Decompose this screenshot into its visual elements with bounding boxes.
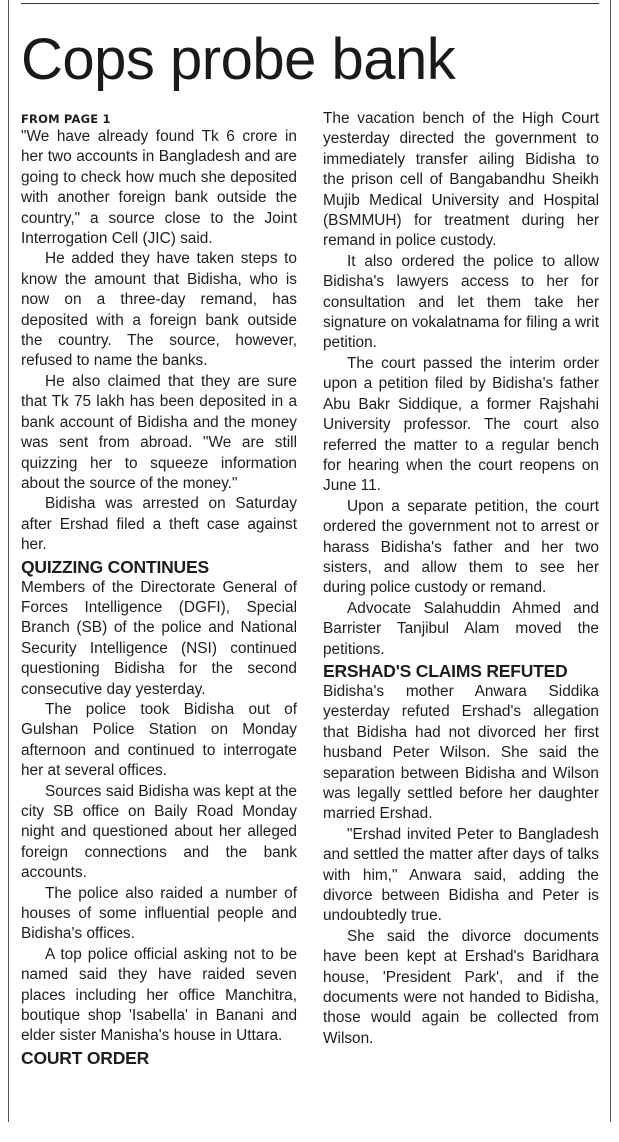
article-paragraph: "Ershad invited Peter to Bangladesh and settled the matter after days of talks with him," Anwara said, adding the divorce between Bidisha and Peter is undoubtedly true. <box>323 825 599 925</box>
article-paragraph: The police took Bidisha out of Gulshan Police Station on Monday afternoon and continued to interrogate her at several offices. <box>21 700 297 780</box>
article-paragraph: Upon a separate petition, the court ordered the government not to arrest or harass Bidisha's father and her two sisters, and allow them to see her during police custody or remand. <box>323 497 599 597</box>
article-paragraph: Bidisha was arrested on Saturday after Ershad filed a theft case against her. <box>21 495 297 554</box>
article-paragraph: Advocate Salahuddin Ahmed and Barrister Tanjibul Alam moved the petitions. <box>323 599 599 658</box>
article-paragraph: A top police official asking not to be named said they have raided seven places including her office Manchitra, boutique shop 'Isabella' in Banani and elder sister Manisha's house in Uttara. <box>21 945 297 1045</box>
dateline: FROM PAGE 1 <box>21 112 111 126</box>
article-paragraph: Bidisha's mother Anwara Siddika yesterday refuted Ershad's allegation that Bidisha had not divorced her first husband Peter Wilson. She said the separation between Bidisha and Wilson was legally settled before her daughter married Ershad. <box>323 682 599 823</box>
article-paragraph: The vacation bench of the High Court yesterday directed the government to immediately transfer ailing Bidisha to the prison cell of Bangabandhu Sheikh Mujib Medical University and Hospital (BSMMUH) for treatment during her remand in police custody. <box>323 110 599 250</box>
left-column-body <box>21 127 297 1069</box>
article-paragraph: The police also raided a number of houses of some influential people and Bidisha's offices. <box>21 884 297 943</box>
right-column-body <box>323 109 599 1049</box>
section-subhead: QUIZZING CONTINUES <box>21 556 209 577</box>
frame-right-border <box>610 0 611 1122</box>
article-paragraph: It also ordered the police to allow Bidisha's lawyers access to her for consultation and let them take her signature on vokalatnama for filing a writ petition. <box>323 252 599 352</box>
article-paragraph: "We have already found Tk 6 crore in her two accounts in Bangladesh and are going to check how much she deposited with another foreign bank outside the country," a source close to the Joint Interrogation Cell (JIC) said. <box>21 128 297 248</box>
article-paragraph: He added they have taken steps to know the amount that Bidisha, who is now on a three-day remand, has deposited with a foreign bank outside the country. The source, however, refused to name the banks. <box>21 250 297 370</box>
section-subhead: ERSHAD'S CLAIMS REFUTED <box>323 660 568 681</box>
article-paragraph: She said the divorce documents have been kept at Ershad's Baridhara house, 'President Park', and if the documents were not handed to Bidisha, those would again be collected from Wilson. <box>323 927 599 1047</box>
article-paragraph: He also claimed that they are sure that Tk 75 lakh has been deposited in a bank account of Bidisha and the money was sent from abroad. "We are still quizzing her to squeeze information about the source of the money." <box>21 372 297 492</box>
section-subhead: COURT ORDER <box>21 1047 150 1068</box>
headline: Cops probe bank <box>21 27 456 92</box>
article-column-right <box>323 109 599 1049</box>
article-paragraph: Sources said Bidisha was kept at the city SB office on Baily Road Monday night and questioned about her alleged foreign connections and the bank accounts. <box>21 782 297 882</box>
top-rule <box>21 3 599 4</box>
frame-left-border <box>8 0 9 1122</box>
article-column-left <box>21 112 297 1069</box>
article-paragraph: Members of the Directorate General of Forces Intelligence (DGFI), Special Branch (SB) of the police and National Security Intelligence (NSI) continued questioning Bidisha for the second consecutive day yesterday. <box>21 578 297 698</box>
article-paragraph: The court passed the interim order upon a petition filed by Bidisha's father Abu Bakr Siddique, a former Rajshahi University professor. The court also referred the matter to a regular bench for hearing when the court reopens on June 11. <box>323 354 599 495</box>
